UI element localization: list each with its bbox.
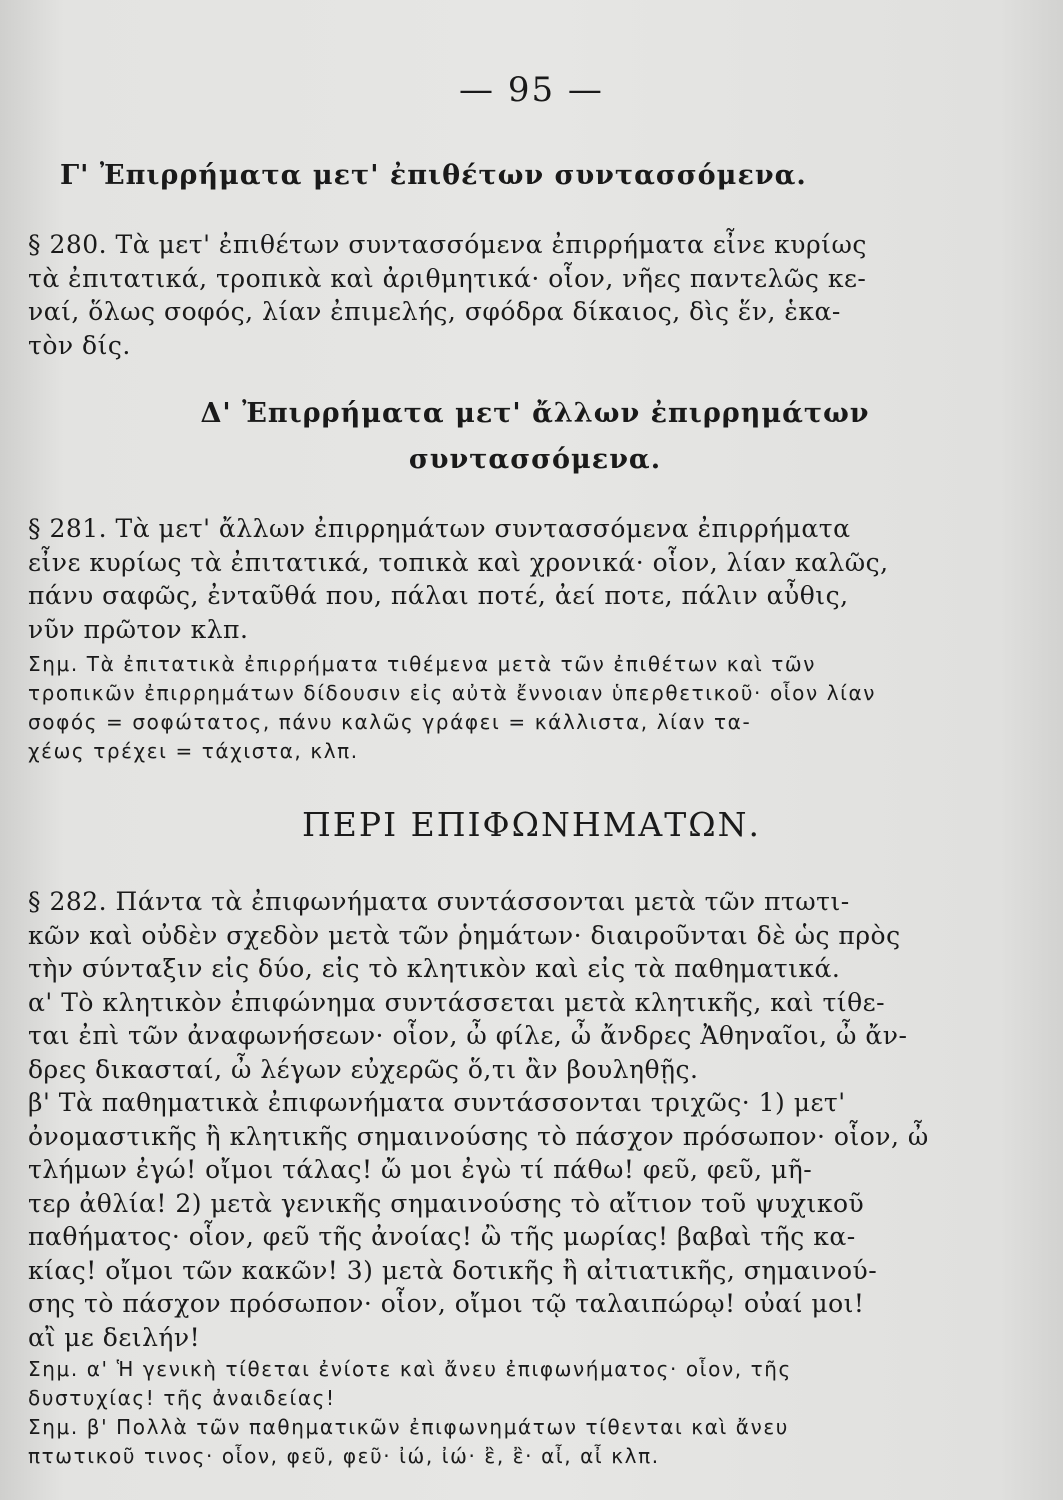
note-line: Σημ. β' Πολλὰ τῶν παθηματικῶν ἐπιφωνημάτων τίθενται καὶ ἄνευ xyxy=(28,1415,789,1439)
page-number: — 95 — xyxy=(459,70,604,110)
note-281 xyxy=(28,650,948,766)
text-line: σης τὸ πάσχον πρόσωπον· οἷον, οἴμοι τῷ ταλαιπώρῳ! οὐαί μοι! xyxy=(28,1289,865,1318)
text-line: τὸν δίς. xyxy=(28,330,131,360)
text-line: τλήμων ἐγώ! οἴμοι τάλας! ὤ μοι ἐγὼ τί πάθω! φεῦ, φεῦ, μῆ- xyxy=(28,1155,813,1184)
text-line: τὰ ἐπιτατικά, τροπικὰ καὶ ἀριθμητικά· οἷον, νῆες παντελῶς κε- xyxy=(28,263,867,293)
note-282-b xyxy=(28,1413,948,1471)
section-title: ΠΕΡΙ ΕΠΙΦΩΝΗΜΑΤΩΝ. xyxy=(302,805,761,844)
heading-d-line-1: Δ' Ἐπιρρήματα μετ' ἄλλων ἐπιρρημάτων xyxy=(200,398,870,429)
text-line: ὀνομαστικῆς ἢ κλητικῆς σημαινούσης τὸ πάσχον πρόσωπον· οἷον, ὦ xyxy=(28,1121,929,1151)
text-line: § 281. Τὰ μετ' ἄλλων ἐπιρρημάτων συντασσόμενα ἐπιρρήματα xyxy=(28,514,851,543)
note-282-a xyxy=(28,1355,948,1413)
note-line: δυστυχίας! τῆς ἀναιδείας! xyxy=(28,1386,336,1410)
text-line: § 282. Πάντα τὰ ἐπιφωνήματα συντάσσονται μετὰ τῶν πτωτι- xyxy=(28,887,850,916)
text-line: παθήματος· οἷον, φεῦ τῆς ἀνοίας! ὢ τῆς μωρίας! βαβαὶ τῆς κα- xyxy=(28,1222,856,1251)
note-line: τροπικῶν ἐπιρρημάτων δίδουσιν εἰς αὐτὰ ἔννοιαν ὑπερθετικοῦ· οἷον λίαν xyxy=(28,681,877,705)
text-line: αἲ με δειλήν! xyxy=(28,1322,201,1352)
text-line: κίας! οἴμοι τῶν κακῶν! 3) μετὰ δοτικῆς ἢ αἰτιατικῆς, σημαινού- xyxy=(28,1255,878,1285)
text-line: § 280. Τὰ μετ' ἐπιθέτων συντασσόμενα ἐπιρρήματα εἶνε κυρίως xyxy=(28,230,867,259)
paragraph-282 xyxy=(28,885,948,1354)
heading-c: Γ' Ἐπιρρήματα μετ' ἐπιθέτων συντασσόμενα. xyxy=(60,160,807,191)
text-line: κῶν καὶ οὐδὲν σχεδὸν μετὰ τῶν ῥημάτων· διαιροῦνται δὲ ὡς πρὸς xyxy=(28,920,901,950)
text-line: πάνυ σαφῶς, ἐνταῦθά που, πάλαι ποτέ, ἀεί ποτε, πάλιν αὖθις, xyxy=(28,581,849,610)
text-line: τὴν σύνταξιν εἰς δύο, εἰς τὸ κλητικὸν καὶ εἰς τὰ παθηματικά. xyxy=(28,954,841,983)
text-line: ται ἐπὶ τῶν ἀναφωνήσεων· οἷον, ὦ φίλε, ὦ ἄνδρες Ἀθηναῖοι, ὦ ἄν- xyxy=(28,1021,908,1050)
text-line: νῦν πρῶτον κλπ. xyxy=(28,614,249,644)
text-line: δρες δικασταί, ὦ λέγων εὐχερῶς ὅ,τι ἂν βουληθῇς. xyxy=(28,1054,699,1084)
paragraph-280 xyxy=(28,228,948,362)
note-line: Σημ. α' Ἡ γενικὴ τίθεται ἐνίοτε καὶ ἄνευ ἐπιφωνήματος· οἷον, τῆς xyxy=(28,1357,792,1381)
note-line: Σημ. Τὰ ἐπιτατικὰ ἐπιρρήματα τιθέμενα μετὰ τῶν ἐπιθέτων καὶ τῶν xyxy=(28,652,817,676)
paragraph-281 xyxy=(28,512,948,646)
text-line: α' Τὸ κλητικὸν ἐπιφώνημα συντάσσεται μετὰ κλητικῆς, καὶ τίθε- xyxy=(28,987,886,1017)
note-line: πτωτικοῦ τινος· οἷον, φεῦ, φεῦ· ἰώ, ἰώ· ἒ, ἒ· αἶ, αἶ κλπ. xyxy=(28,1444,660,1468)
text-line: εἶνε κυρίως τὰ ἐπιτατικά, τοπικὰ καὶ χρονικά· οἷον, λίαν καλῶς, xyxy=(28,547,889,577)
text-line: τερ ἀθλία! 2) μετὰ γενικῆς σημαινούσης τὸ αἴτιον τοῦ ψυχικοῦ xyxy=(28,1188,865,1218)
text-line: ναί, ὅλως σοφός, λίαν ἐπιμελής, σφόδρα δίκαιος, δὶς ἕν, ἑκα- xyxy=(28,297,841,326)
heading-d-line-2: συντασσόμενα. xyxy=(408,444,662,475)
text-line: β' Τὰ παθηματικὰ ἐπιφωνήματα συντάσσονται τριχῶς· 1) μετ' xyxy=(28,1088,846,1117)
note-line: χέως τρέχει = τάχιστα, κλπ. xyxy=(28,739,359,763)
note-line: σοφός = σοφώτατος, πάνυ καλῶς γράφει = κάλλιστα, λίαν τα- xyxy=(28,710,752,734)
